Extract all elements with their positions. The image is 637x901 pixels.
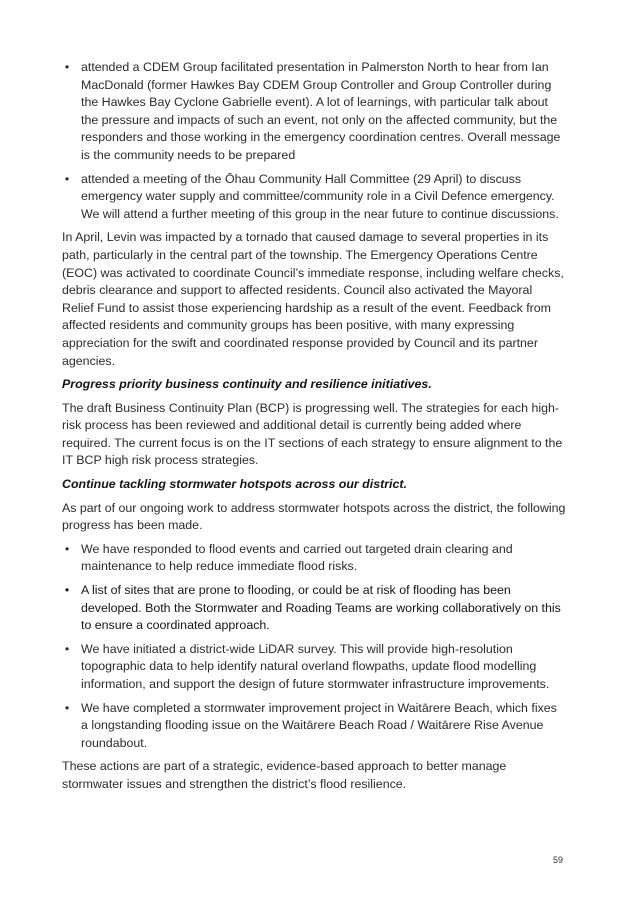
- list-item-text: attended a meeting of the Ōhau Community Hall Committee (29 April) to discuss emergency water supply and committee/community role in a Civil Defence emergency. We will attend a further meeting of this group in the near future to continue discussions.: [81, 171, 559, 221]
- bullet-glyph: •: [64, 700, 70, 715]
- tornado-paragraph: In April, Levin was impacted by a tornado that caused damage to several properties in its path, particularly in the central part of the township. The Emergency Operations Centre (EOC) was activated to coordinate Council’s immediate response, including welfare checks, debris clearance and support to affected residents. Council also activated the Mayoral Relief Fund to assist those experiencing hardship as a result of the event. Feedback from affected residents and community groups has been positive, with many expressing appreciation for the swift and coordinated response provided by Council and its partner agencies.: [62, 230, 564, 368]
- list-item-text: We have initiated a district-wide LiDAR survey. This will provide high-resolution topographic data to help identify natural overland flowpaths, update flood modelling information, and support the design of future stormwater infrastructure improvements.: [81, 641, 550, 691]
- bullet-glyph: •: [64, 171, 70, 186]
- list-item: [62, 582, 567, 635]
- list-item-text: We have completed a stormwater improvement project in Waitārere Beach, which fixes a longstanding flooding issue on the Waitārere Beach Road / Waitārere Rise Avenue roundabout.: [81, 700, 557, 750]
- cdem-activities-list: [62, 59, 567, 223]
- section-heading-bcp: Progress priority business continuity and resilience initiatives.: [62, 377, 432, 392]
- bullet-glyph: •: [64, 583, 70, 598]
- list-item: [62, 171, 567, 224]
- stormwater-intro-paragraph: As part of our ongoing work to address stormwater hotspots across the district, the following progress has been made.: [62, 500, 566, 533]
- list-item: [62, 700, 567, 753]
- closing-paragraph: These actions are part of a strategic, evidence-based approach to better manage stormwater issues and strengthen the district’s flood resilience.: [62, 759, 507, 791]
- bcp-paragraph: The draft Business Continuity Plan (BCP) is progressing well. The strategies for each high-risk process has been reviewed and additional detail is currently being added where required. The current focus is on the IT sections of each strategy to ensure alignment to the IT BCP high risk process strategies.: [62, 400, 563, 468]
- list-item-text: A list of sites that are prone to flooding, or could be at risk of flooding has been developed. Both the Stormwater and Roading Teams are working collaboratively on this to ensure a coordinated approach.: [81, 583, 561, 633]
- bullet-glyph: •: [64, 60, 70, 74]
- list-item: [62, 541, 567, 576]
- bullet-glyph: •: [64, 641, 70, 656]
- list-item: [62, 59, 567, 165]
- list-item: [62, 641, 567, 694]
- list-item-text: attended a CDEM Group facilitated presentation in Palmerston North to hear from Ian MacDonald (former Hawkes Bay CDEM Group Controller and Group Controller during the Hawkes Bay Cyclone Gabrielle event). A lot of learnings, with particular talk about the pressure and impacts of such an event, not only on the affected community, but the responders and those working in the emergency coordination centres. Overall message is the community needs to be prepared: [81, 60, 561, 162]
- page-number: 59: [553, 855, 564, 865]
- bullet-glyph: •: [64, 541, 70, 556]
- stormwater-progress-list: [62, 541, 567, 753]
- section-heading-stormwater: Continue tackling stormwater hotspots across our district.: [62, 477, 407, 492]
- document-page: [62, 59, 567, 800]
- list-item-text: We have responded to flood events and carried out targeted drain clearing and maintenance to help reduce immediate flood risks.: [81, 541, 513, 574]
